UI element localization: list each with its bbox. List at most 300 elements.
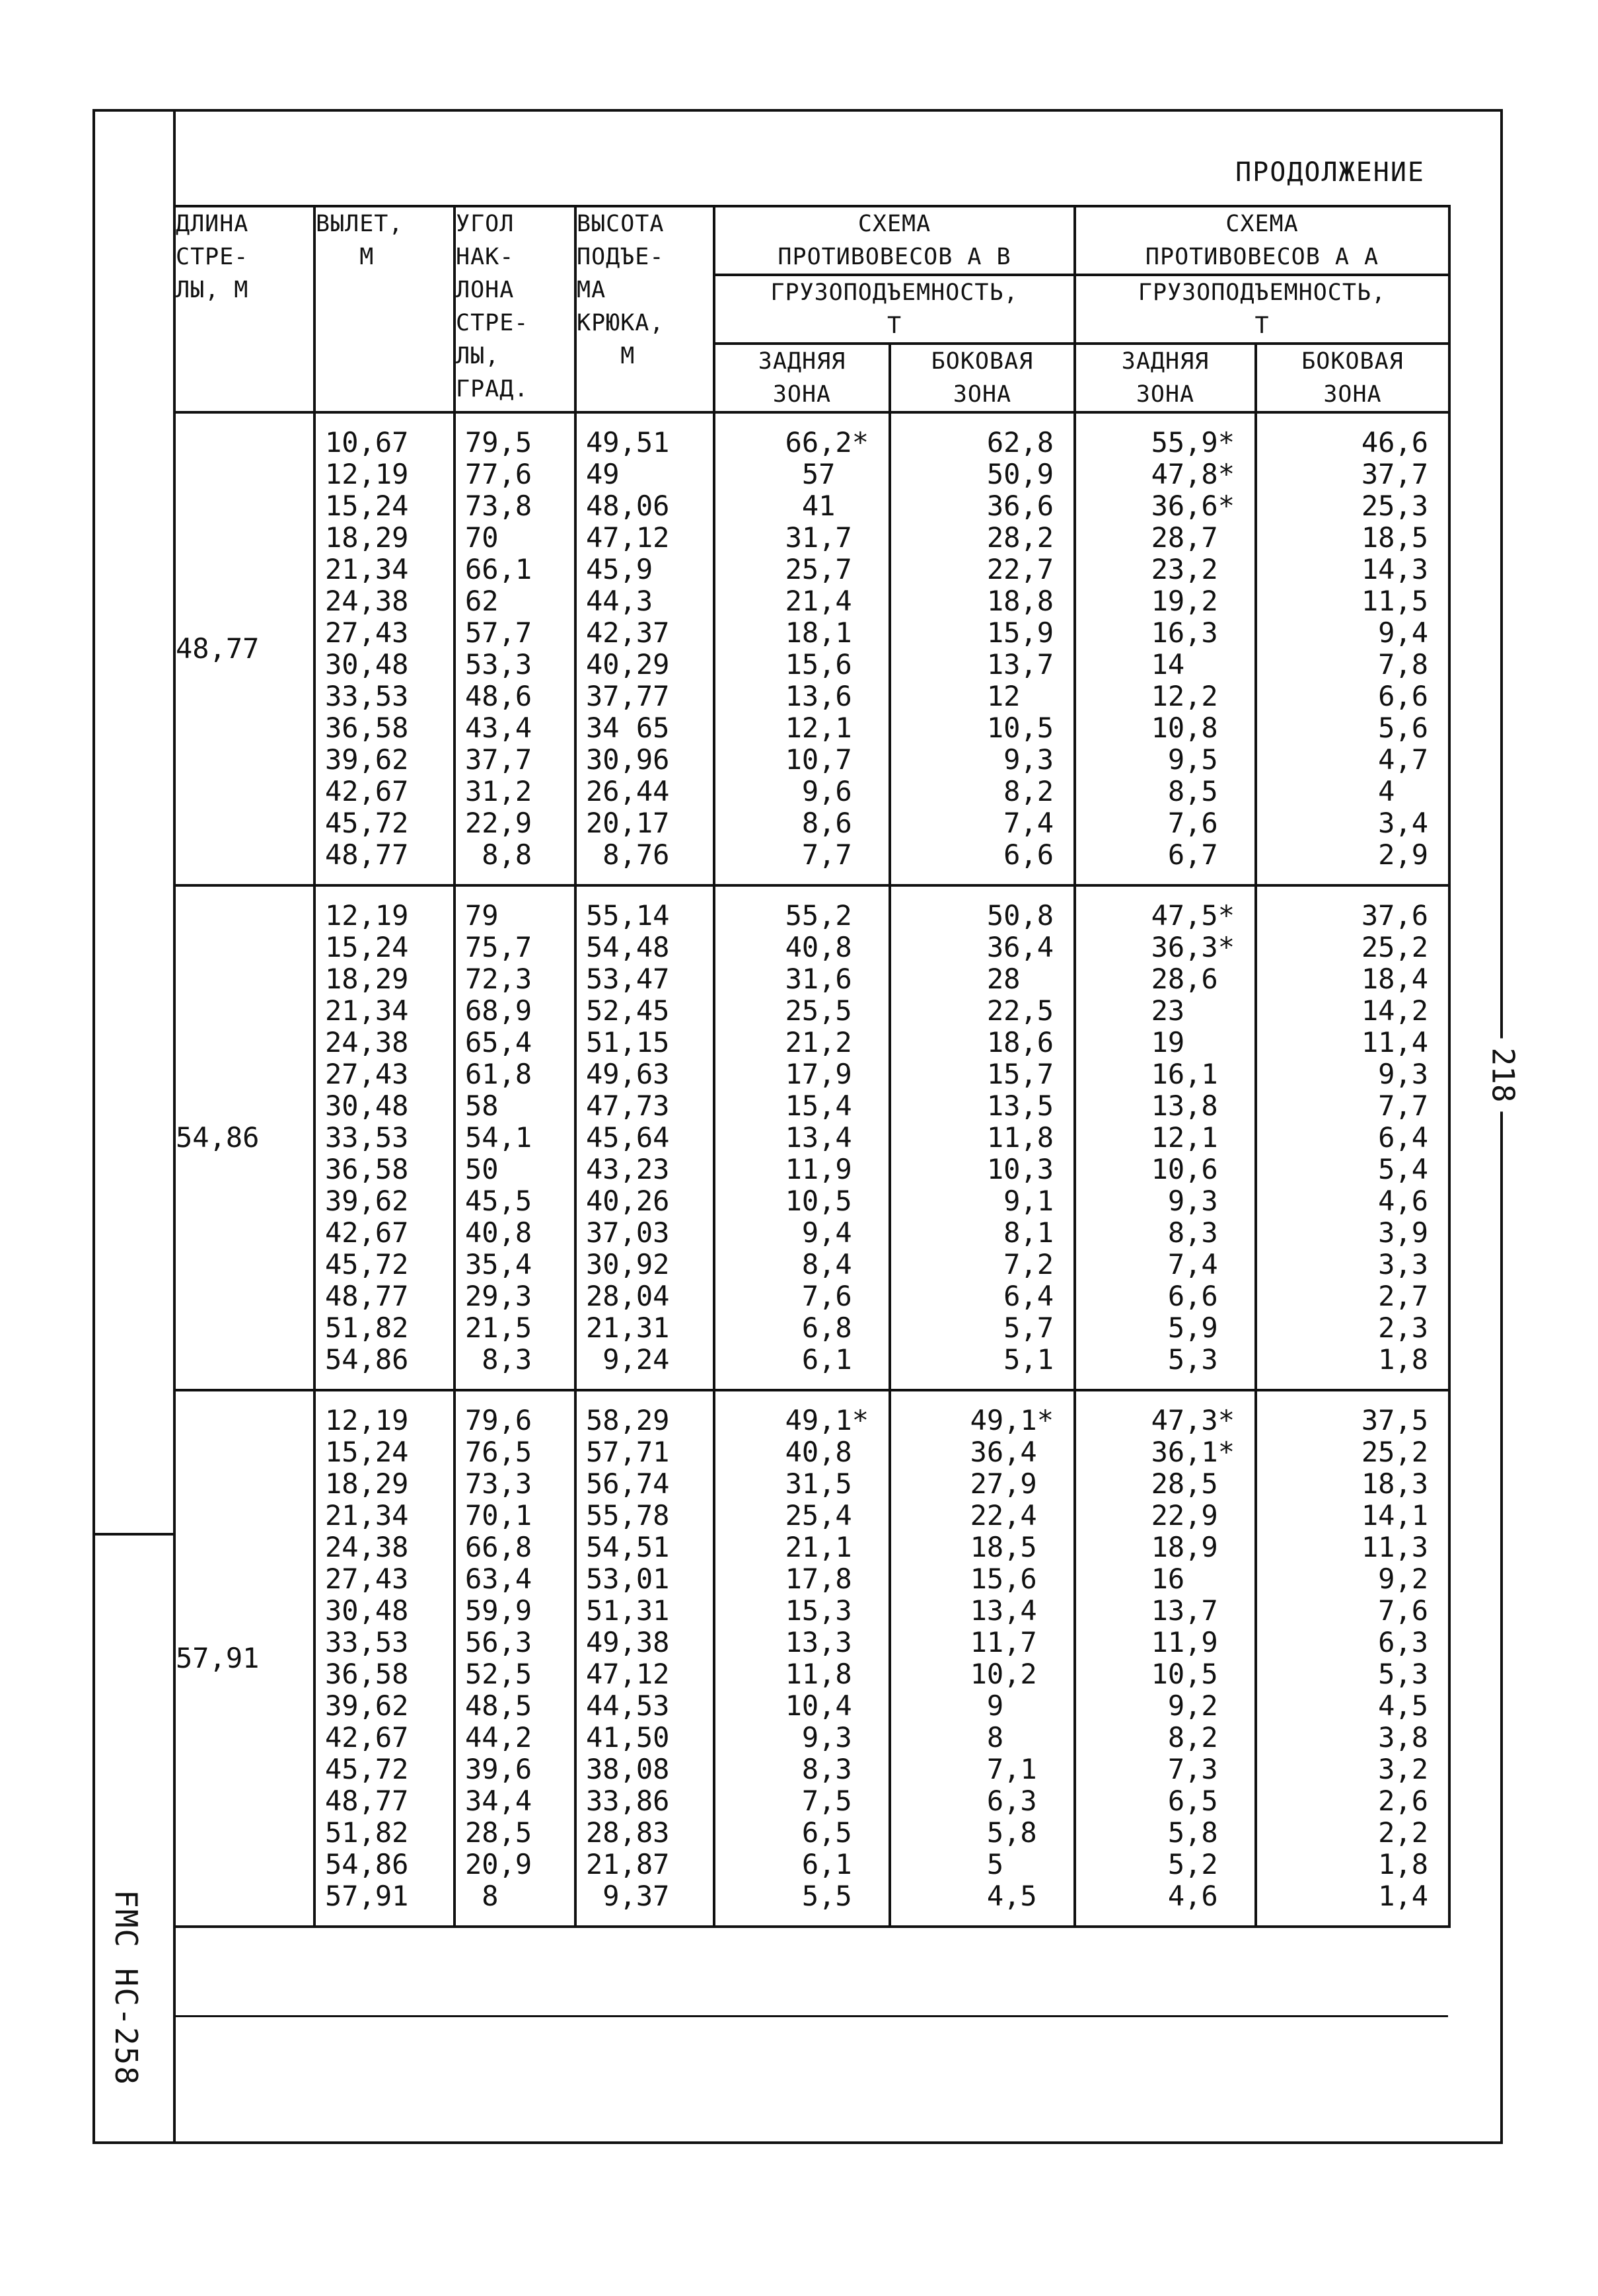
cell-value: 39,62	[325, 743, 409, 776]
cell-value: 15,6	[785, 648, 869, 681]
cell-value: 10,5	[1151, 1658, 1235, 1690]
cell-value: 37,03	[586, 1216, 670, 1249]
cell-value: 11,8	[986, 1121, 1054, 1154]
side-zone-aa-cell	[1256, 885, 1449, 1390]
boom-length-cell: 48,77	[174, 412, 314, 885]
side-zone-aa-cell	[1256, 412, 1449, 885]
cell-value: 72,3	[465, 963, 532, 995]
cell-value: 22,5	[986, 994, 1054, 1027]
cell-value: 9,37	[586, 1880, 670, 1912]
cell-value: 33,86	[586, 1785, 670, 1817]
cell-value: 42,67	[325, 1216, 409, 1249]
cell-value: 17,9	[785, 1058, 869, 1090]
cell-value: 9,4	[801, 1216, 869, 1249]
cell-value: 9,3	[1167, 1185, 1235, 1217]
cell-value: 11,4	[1361, 1026, 1428, 1058]
cell-value: 4	[1378, 775, 1428, 807]
cell-value: 55,2	[785, 899, 869, 932]
cell-value: 37,5	[1361, 1404, 1428, 1436]
cell-value: 5,9	[1167, 1312, 1235, 1344]
cell-value: 4,6	[1378, 1185, 1428, 1217]
cell-value: 8,5	[1167, 775, 1235, 807]
cell-value: 21,4	[785, 585, 869, 617]
rear-zone-aa-cell	[1075, 1390, 1256, 1927]
cell-value: 58,29	[586, 1404, 670, 1436]
cell-value: 37,7	[465, 743, 532, 776]
cell-value: 62,8	[986, 426, 1054, 459]
cell-value: 47,8*	[1151, 458, 1235, 490]
cell-value: 40,8	[785, 931, 869, 963]
cell-value: 12,19	[325, 899, 409, 932]
cell-value: 13,7	[986, 648, 1054, 681]
cell-value: 1,4	[1378, 1880, 1428, 1912]
header-boom-angle: УГОЛ НАК- ЛОНА СТРЕ- ЛЫ, ГРАД.	[454, 206, 575, 412]
cell-value: 22,7	[986, 553, 1054, 585]
cell-value: 49,1*	[970, 1404, 1054, 1436]
radius-cell	[314, 885, 454, 1390]
cell-value: 27,43	[325, 1058, 409, 1090]
cell-value: 36,1*	[1151, 1436, 1235, 1468]
cell-value: 21,87	[586, 1848, 670, 1880]
cell-value: 8,2	[1167, 1721, 1235, 1754]
cell-value: 53,01	[586, 1563, 670, 1595]
cell-value: 12,19	[325, 1404, 409, 1436]
height-cell	[575, 1390, 714, 1927]
cell-value: 13,7	[1151, 1594, 1235, 1627]
cell-value: 20,9	[465, 1848, 532, 1880]
cell-value: 16,1	[1151, 1058, 1235, 1090]
header-rear-zone-ab: ЗАДНЯЯ ЗОНА	[714, 344, 890, 412]
header-capacity-aa: ГРУЗОПОДЪЕМНОСТЬ, Т	[1075, 275, 1449, 344]
cell-value: 66,8	[465, 1531, 532, 1563]
cell-value: 50	[465, 1153, 499, 1185]
cell-value: 7,7	[801, 838, 869, 871]
cell-value: 15,24	[325, 1436, 409, 1468]
cell-value: 2,2	[1378, 1816, 1428, 1849]
cell-value: 9,3	[1003, 743, 1054, 776]
cell-value: 16,3	[1151, 616, 1235, 649]
cell-value: 9,2	[1378, 1563, 1428, 1595]
cell-value: 34 65	[586, 712, 670, 744]
cell-value: 21,1	[785, 1531, 869, 1563]
angle-cell	[454, 412, 575, 885]
cell-value: 8,6	[801, 807, 869, 839]
cell-value: 9,4	[1378, 616, 1428, 649]
cell-value: 10,67	[325, 426, 409, 459]
cell-value: 31,2	[465, 775, 532, 807]
cell-value: 22,4	[970, 1499, 1054, 1532]
cell-value: 25,4	[785, 1499, 869, 1532]
cell-value: 7,1	[986, 1753, 1054, 1785]
cell-value: 62	[465, 585, 499, 617]
cell-value: 68,9	[465, 994, 532, 1027]
cell-value: 25,5	[785, 994, 869, 1027]
cell-value: 5,4	[1378, 1153, 1428, 1185]
cell-value: 6,1	[801, 1848, 869, 1880]
cell-value: 6,8	[801, 1312, 869, 1344]
cell-value: 12,19	[325, 458, 409, 490]
cell-value: 2,7	[1378, 1280, 1428, 1312]
cell-value: 2,3	[1378, 1312, 1428, 1344]
cell-value: 10,2	[970, 1658, 1054, 1690]
cell-value: 45,72	[325, 1753, 409, 1785]
cell-value: 4,6	[1167, 1880, 1235, 1912]
cell-value: 61,8	[465, 1058, 532, 1090]
rear-zone-aa-cell	[1075, 412, 1256, 885]
cell-value: 9,1	[1003, 1185, 1054, 1217]
cell-value: 9,2	[1167, 1689, 1235, 1722]
cell-value: 35,4	[465, 1248, 532, 1280]
cell-value: 7,8	[1378, 648, 1428, 681]
cell-value: 10,5	[785, 1185, 869, 1217]
header-side-zone-aa: БОКОВАЯ ЗОНА	[1256, 344, 1449, 412]
cell-value: 57,91	[325, 1880, 409, 1912]
header-capacity-ab: ГРУЗОПОДЪЕМНОСТЬ, Т	[714, 275, 1075, 344]
cell-value: 12	[986, 680, 1054, 712]
cell-value: 8,4	[801, 1248, 869, 1280]
cell-value: 1,8	[1378, 1848, 1428, 1880]
cell-value: 5,7	[1003, 1312, 1054, 1344]
cell-value: 15,9	[986, 616, 1054, 649]
cell-value: 7,7	[1378, 1090, 1428, 1122]
cell-value: 51,15	[586, 1026, 670, 1058]
cell-value: 28,5	[465, 1816, 532, 1849]
cell-value: 51,82	[325, 1312, 409, 1344]
cell-value: 9,3	[801, 1721, 869, 1754]
cell-value: 75,7	[465, 931, 532, 963]
cell-value: 4,5	[1378, 1689, 1428, 1722]
cell-value: 56,74	[586, 1467, 670, 1500]
cell-value: 3,3	[1378, 1248, 1428, 1280]
header-boom-length: ДЛИНА СТРЕ- ЛЫ, М	[174, 206, 314, 412]
cell-value: 7,5	[801, 1785, 869, 1817]
cell-value: 11,5	[1361, 585, 1428, 617]
cell-value: 1,8	[1378, 1343, 1428, 1376]
cell-value: 48,77	[325, 838, 409, 871]
cell-value: 23	[1151, 994, 1235, 1027]
cell-value: 18,4	[1361, 963, 1428, 995]
cell-value: 15,3	[785, 1594, 869, 1627]
header-rear-zone-aa: ЗАДНЯЯ ЗОНА	[1075, 344, 1256, 412]
cell-value: 63,4	[465, 1563, 532, 1595]
cell-value: 13,8	[1151, 1090, 1235, 1122]
cell-value: 37,6	[1361, 899, 1428, 932]
cell-value: 21,2	[785, 1026, 869, 1058]
cell-value: 51,31	[586, 1594, 670, 1627]
cell-value: 10,6	[1151, 1153, 1235, 1185]
table-row	[174, 412, 1449, 885]
cell-value: 48,5	[465, 1689, 532, 1722]
cell-value: 37,7	[1361, 458, 1428, 490]
cell-value: 3,2	[1378, 1753, 1428, 1785]
cell-value: 18,8	[986, 585, 1054, 617]
cell-value: 55,78	[586, 1499, 670, 1532]
cell-value: 47,12	[586, 1658, 670, 1690]
table-row	[174, 1390, 1449, 1927]
cell-value: 70,1	[465, 1499, 532, 1532]
cell-value: 10,5	[986, 712, 1054, 744]
cell-value: 13,6	[785, 680, 869, 712]
cell-value: 19,2	[1151, 585, 1235, 617]
cell-value: 49,38	[586, 1626, 670, 1658]
cell-value: 15,7	[986, 1058, 1054, 1090]
cell-value: 19	[1151, 1026, 1235, 1058]
cell-value: 41,50	[586, 1721, 670, 1754]
cell-value: 27,43	[325, 616, 409, 649]
cell-value: 45,64	[586, 1121, 670, 1154]
cell-value: 47,73	[586, 1090, 670, 1122]
cell-value: 40,8	[785, 1436, 869, 1468]
document-code: FMC HC-258	[108, 1890, 144, 2086]
cell-value: 5,5	[801, 1880, 869, 1912]
cell-value: 13,4	[785, 1121, 869, 1154]
cell-value: 21,34	[325, 1499, 409, 1532]
cell-value: 25,2	[1361, 1436, 1428, 1468]
height-cell	[575, 885, 714, 1390]
cell-value: 15,24	[325, 490, 409, 522]
cell-value: 10,3	[986, 1153, 1054, 1185]
cell-value: 8,3	[801, 1753, 869, 1785]
cell-value: 28	[986, 963, 1054, 995]
cell-value: 16	[1151, 1563, 1235, 1595]
cell-value: 11,3	[1361, 1531, 1428, 1563]
cell-value: 49,63	[586, 1058, 670, 1090]
table-body	[174, 412, 1449, 1927]
cell-value: 49,1*	[785, 1404, 869, 1436]
cell-value: 14,1	[1361, 1499, 1428, 1532]
cell-value: 57,71	[586, 1436, 670, 1468]
cell-value: 36,4	[970, 1436, 1054, 1468]
rear-zone-ab-cell	[714, 1390, 890, 1927]
cell-value: 7,4	[1167, 1248, 1235, 1280]
cell-value: 57	[801, 458, 869, 490]
cell-value: 53,47	[586, 963, 670, 995]
cell-value: 54,86	[325, 1848, 409, 1880]
cell-value: 5,2	[1167, 1848, 1235, 1880]
cell-value: 6,4	[1378, 1121, 1428, 1154]
cell-value: 5,6	[1378, 712, 1428, 744]
cell-value: 33,53	[325, 1121, 409, 1154]
cell-value: 36,6*	[1151, 490, 1235, 522]
cell-value: 18,5	[1361, 521, 1428, 554]
cell-value: 40,8	[465, 1216, 532, 1249]
cell-value: 44,53	[586, 1689, 670, 1722]
cell-value: 6,6	[1167, 1280, 1235, 1312]
cell-value: 31,6	[785, 963, 869, 995]
side-zone-aa-cell	[1256, 1390, 1449, 1927]
cell-value: 51,82	[325, 1816, 409, 1849]
cell-value: 45,9	[586, 553, 653, 585]
cell-value: 25,7	[785, 553, 869, 585]
cell-value: 54,86	[325, 1343, 409, 1376]
cell-value: 14,3	[1361, 553, 1428, 585]
cell-value: 25,2	[1361, 931, 1428, 963]
cell-value: 48,06	[586, 490, 670, 522]
cell-value: 33,53	[325, 1626, 409, 1658]
cell-value: 31,5	[785, 1467, 869, 1500]
cell-value: 45,5	[465, 1185, 532, 1217]
cell-value: 56,3	[465, 1626, 532, 1658]
cell-value: 28,2	[986, 521, 1054, 554]
radius-cell	[314, 1390, 454, 1927]
cell-value: 8,76	[586, 838, 670, 871]
cell-value: 58	[465, 1090, 499, 1122]
side-zone-ab-cell	[890, 412, 1075, 885]
cell-value: 14	[1151, 648, 1235, 681]
cell-value: 12,1	[785, 712, 869, 744]
cell-value: 36,58	[325, 1658, 409, 1690]
cell-value: 30,48	[325, 1594, 409, 1627]
cell-value: 11,9	[785, 1153, 869, 1185]
cell-value: 52,5	[465, 1658, 532, 1690]
cell-value: 3,4	[1378, 807, 1428, 839]
cell-value: 9	[986, 1689, 1054, 1722]
header-scheme-aa: СХЕМА ПРОТИВОВЕСОВ А А	[1075, 206, 1449, 275]
rear-zone-ab-cell	[714, 885, 890, 1390]
cell-value: 9,5	[1167, 743, 1235, 776]
cell-value: 7,6	[1167, 807, 1235, 839]
cell-value: 29,3	[465, 1280, 532, 1312]
header-hook-height: ВЫСОТА ПОДЪЕ- МА КРЮКА, М	[575, 206, 714, 412]
cell-value: 6,3	[1378, 1626, 1428, 1658]
cell-value: 5,3	[1167, 1343, 1235, 1376]
cell-value: 45,72	[325, 1248, 409, 1280]
cell-value: 5	[986, 1848, 1054, 1880]
cell-value: 24,38	[325, 1531, 409, 1563]
cell-value: 5,8	[1167, 1816, 1235, 1849]
cell-value: 24,38	[325, 585, 409, 617]
cell-value: 39,62	[325, 1689, 409, 1722]
cell-value: 10,8	[1151, 712, 1235, 744]
cell-value: 10,7	[785, 743, 869, 776]
cell-value: 8,8	[465, 838, 532, 871]
cell-value: 9,6	[801, 775, 869, 807]
cell-value: 18,29	[325, 521, 409, 554]
height-cell	[575, 412, 714, 885]
cell-value: 4,7	[1378, 743, 1428, 776]
cell-value: 6,5	[1167, 1785, 1235, 1817]
cell-value: 28,04	[586, 1280, 670, 1312]
cell-value: 18,6	[986, 1026, 1054, 1058]
cell-value: 6,4	[1003, 1280, 1054, 1312]
cell-value: 18,29	[325, 963, 409, 995]
rear-zone-aa-cell	[1075, 885, 1256, 1390]
cell-value: 46,6	[1361, 426, 1428, 459]
cell-value: 30,96	[586, 743, 670, 776]
cell-value: 11,9	[1151, 1626, 1235, 1658]
cell-value: 18,5	[970, 1531, 1054, 1563]
cell-value: 49,51	[586, 426, 670, 459]
cell-value: 55,14	[586, 899, 670, 932]
cell-value: 54,51	[586, 1531, 670, 1563]
cell-value: 8	[465, 1880, 499, 1912]
cell-value: 10,4	[785, 1689, 869, 1722]
cell-value: 13,3	[785, 1626, 869, 1658]
cell-value: 52,45	[586, 994, 670, 1027]
cell-value: 30,48	[325, 648, 409, 681]
cell-value: 73,3	[465, 1467, 532, 1500]
cell-value: 79,5	[465, 426, 532, 459]
cell-value: 6,6	[1003, 838, 1054, 871]
cell-value: 37,77	[586, 680, 670, 712]
margin-tick	[92, 1533, 174, 1536]
cell-value: 26,44	[586, 775, 670, 807]
cell-value: 50,8	[986, 899, 1054, 932]
cell-value: 50,9	[986, 458, 1054, 490]
cell-value: 28,6	[1151, 963, 1235, 995]
side-zone-ab-cell	[890, 885, 1075, 1390]
cell-value: 23,2	[1151, 553, 1235, 585]
cell-value: 31,7	[785, 521, 869, 554]
cell-value: 54,1	[465, 1121, 532, 1154]
cell-value: 13,4	[970, 1594, 1054, 1627]
cell-value: 73,8	[465, 490, 532, 522]
rear-zone-ab-cell	[714, 412, 890, 885]
cell-value: 40,29	[586, 648, 670, 681]
cell-value: 59,9	[465, 1594, 532, 1627]
cell-value: 7,4	[1003, 807, 1054, 839]
cell-value: 13,5	[986, 1090, 1054, 1122]
cell-value: 15,6	[970, 1563, 1054, 1595]
cell-value: 43,4	[465, 712, 532, 744]
cell-value: 9,3	[1378, 1058, 1428, 1090]
cell-value: 28,83	[586, 1816, 670, 1849]
load-chart-table	[173, 205, 1451, 1928]
cell-value: 47,3*	[1151, 1404, 1235, 1436]
cell-value: 79	[465, 899, 499, 932]
cell-value: 30,48	[325, 1090, 409, 1122]
cell-value: 54,48	[586, 931, 670, 963]
cell-value: 42,67	[325, 1721, 409, 1754]
cell-value: 21,34	[325, 553, 409, 585]
cell-value: 36,3*	[1151, 931, 1235, 963]
boom-length-cell: 57,91	[174, 1390, 314, 1927]
cell-value: 8,3	[1167, 1216, 1235, 1249]
cell-value: 39,6	[465, 1753, 532, 1785]
cell-value: 20,17	[586, 807, 670, 839]
cell-value: 22,9	[465, 807, 532, 839]
cell-value: 2,9	[1378, 838, 1428, 871]
cell-value: 70	[465, 521, 499, 554]
cell-value: 42,37	[586, 616, 670, 649]
cell-value: 43,23	[586, 1153, 670, 1185]
cell-value: 25,3	[1361, 490, 1428, 522]
angle-cell	[454, 885, 575, 1390]
cell-value: 48,77	[325, 1785, 409, 1817]
cell-value: 48,6	[465, 680, 532, 712]
cell-value: 12,1	[1151, 1121, 1235, 1154]
cell-value: 21,34	[325, 994, 409, 1027]
cell-value: 44,3	[586, 585, 653, 617]
cell-value: 66,2*	[785, 426, 869, 459]
cell-value: 47,5*	[1151, 899, 1235, 932]
header-radius: ВЫЛЕТ, М	[314, 206, 454, 412]
cell-value: 30,92	[586, 1248, 670, 1280]
cell-value: 6,5	[801, 1816, 869, 1849]
cell-value: 5,3	[1378, 1658, 1428, 1690]
cell-value: 7,6	[801, 1280, 869, 1312]
cell-value: 36,58	[325, 1153, 409, 1185]
cell-value: 55,9*	[1151, 426, 1235, 459]
side-zone-ab-cell	[890, 1390, 1075, 1927]
cell-value: 9,24	[586, 1343, 670, 1376]
cell-value: 8,3	[465, 1343, 532, 1376]
angle-cell	[454, 1390, 575, 1927]
cell-value: 11,8	[785, 1658, 869, 1690]
cell-value: 5,1	[1003, 1343, 1054, 1376]
cell-value: 33,53	[325, 680, 409, 712]
header-side-zone-ab: БОКОВАЯ ЗОНА	[890, 344, 1075, 412]
